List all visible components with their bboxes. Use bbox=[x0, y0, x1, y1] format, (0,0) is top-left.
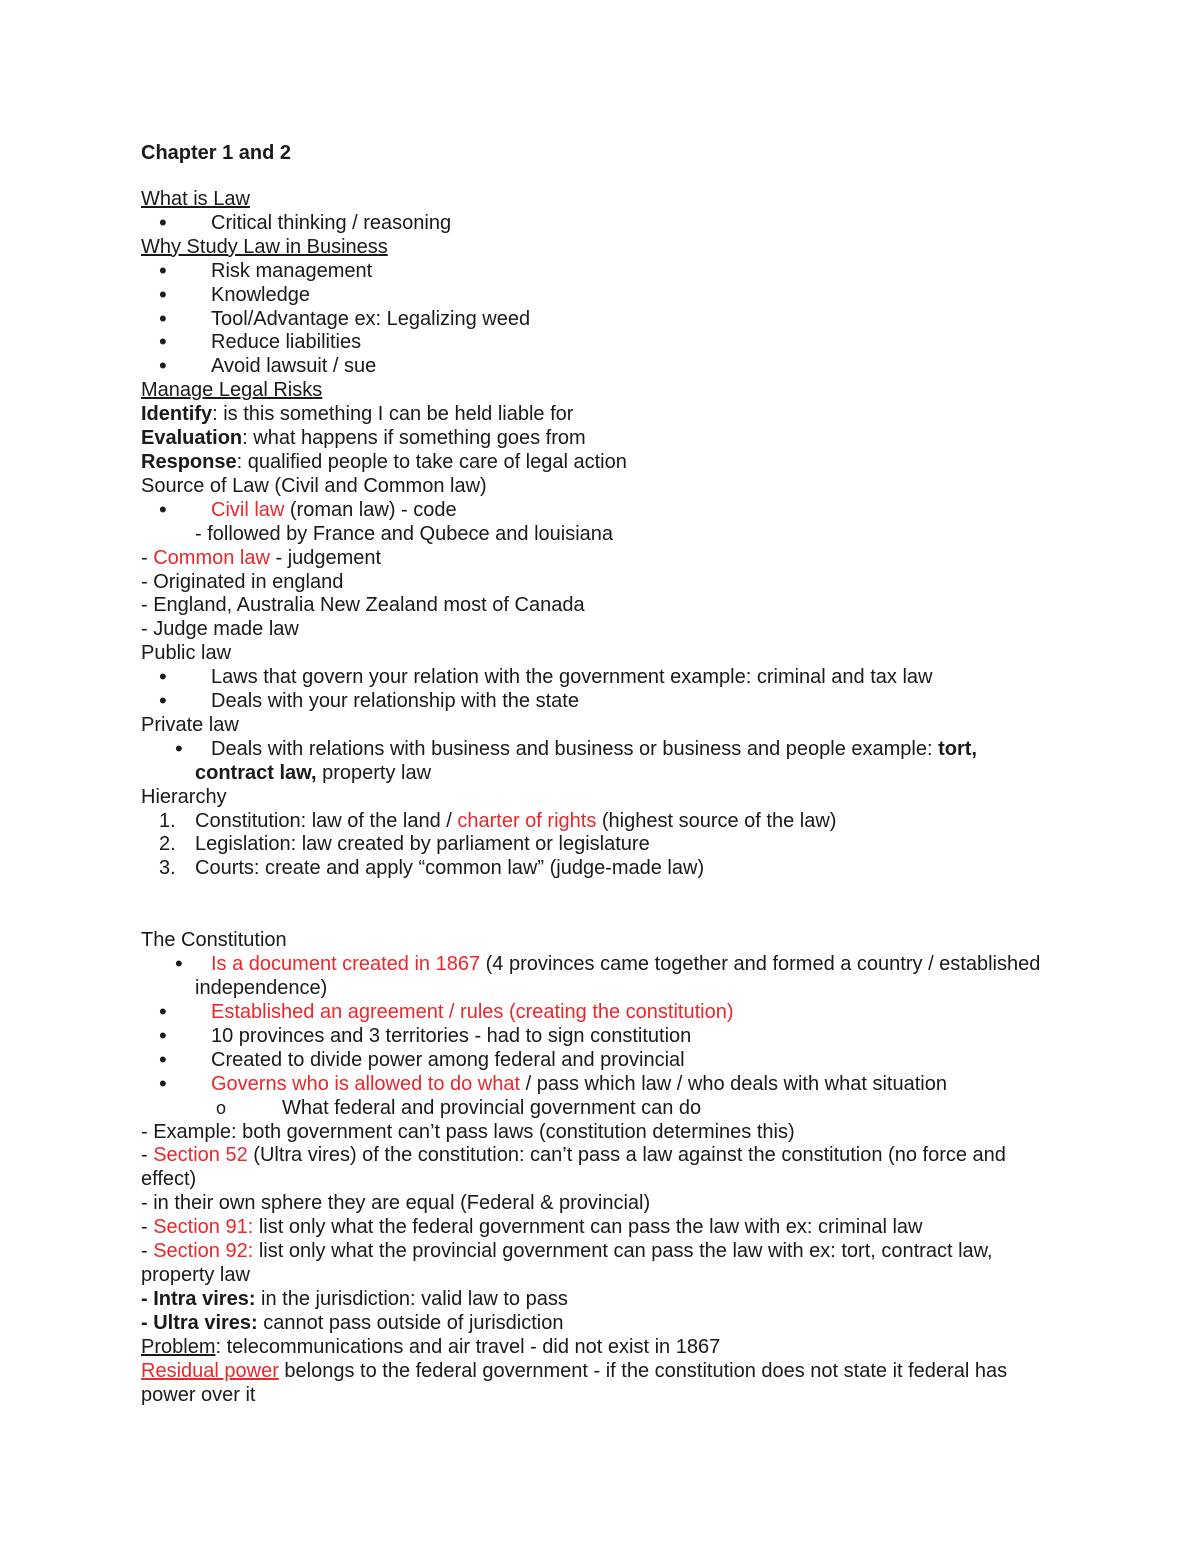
item-number: 1. bbox=[159, 809, 176, 832]
civil-law-term: Civil law bbox=[211, 498, 285, 521]
numbered-item bbox=[141, 857, 1061, 881]
source-line: - Judge made law bbox=[141, 618, 299, 641]
dash: - bbox=[141, 1144, 154, 1167]
residual-power-text: belongs to the federal government - if the constitution does not state it federal has power over it bbox=[141, 1359, 1008, 1406]
evaluation-term: Evaluation bbox=[141, 427, 243, 450]
section-91-term: Section 91: bbox=[153, 1216, 254, 1239]
list-item: • Tool/Advantage ex: Legalizing weed bbox=[141, 308, 1061, 332]
heading-hierarchy: Hierarchy bbox=[141, 785, 227, 808]
section-92-text: list only what the provincial government can pass the law with ex: tort, contract law, property law bbox=[141, 1240, 993, 1286]
intra-vires-text: in the jurisdiction: valid law to pass bbox=[255, 1287, 568, 1310]
list-item bbox=[141, 953, 1061, 1001]
spacer bbox=[141, 881, 1061, 929]
section-52-text: (Ultra vires) of the constitution: can’t pass a law against the constitution (no force and effect) bbox=[141, 1144, 1006, 1191]
civil-law-text: (roman law) - code bbox=[284, 498, 457, 521]
identify-text: : is this something I can be held liable for bbox=[212, 403, 574, 426]
ultra-vires-line bbox=[141, 1312, 1061, 1336]
identify-line bbox=[141, 403, 1061, 427]
red-text: Established an agreement / rules (creating the constitution) bbox=[211, 1001, 734, 1023]
ultra-vires-text: cannot pass outside of jurisdiction bbox=[257, 1311, 564, 1334]
intra-vires-term: - Intra vires: bbox=[141, 1287, 256, 1310]
evaluation-text: : what happens if something goes from bbox=[242, 427, 586, 450]
private-law-bold: tort, contract law, bbox=[195, 737, 977, 784]
section-91-text: list only what the federal government can pass the law with ex: criminal law bbox=[253, 1216, 923, 1239]
identify-term: Identify bbox=[141, 403, 213, 426]
document-page bbox=[141, 140, 1061, 1407]
list-item: • Deals with your relationship with the state bbox=[141, 690, 1061, 714]
hierarchy-text: (highest source of the law) bbox=[596, 809, 837, 832]
list-item: • Risk management bbox=[141, 260, 1061, 284]
section-52-line bbox=[141, 1144, 1061, 1192]
intra-vires-line bbox=[141, 1288, 1061, 1312]
sphere-line: - in their own sphere they are equal (Federal & provincial) bbox=[141, 1192, 651, 1215]
residual-power-term: Residual power bbox=[141, 1359, 279, 1382]
list-item: • Reduce liabilities bbox=[141, 331, 1061, 355]
item-number: 2. bbox=[159, 833, 176, 856]
charter-of-rights: charter of rights bbox=[457, 809, 597, 832]
list-item bbox=[141, 738, 1061, 786]
common-law-term: Common law bbox=[153, 546, 270, 569]
list-item: • Avoid lawsuit / sue bbox=[141, 355, 1061, 379]
dash: - bbox=[141, 1216, 154, 1239]
hierarchy-text: Legislation: law created by parliament or legislature bbox=[195, 833, 650, 856]
private-law-end: property law bbox=[316, 761, 432, 784]
heading-why-study: Why Study Law in Business bbox=[141, 235, 388, 258]
list-item: • Critical thinking / reasoning bbox=[141, 212, 1061, 236]
common-law-prefix: - bbox=[141, 546, 154, 569]
red-text: Governs who is allowed to do what bbox=[211, 1072, 521, 1095]
ultra-vires-term: - Ultra vires: bbox=[141, 1311, 258, 1334]
list-item bbox=[141, 1001, 1061, 1025]
red-text: Is a document created in 1867 bbox=[211, 953, 481, 976]
residual-power-line bbox=[141, 1360, 1061, 1408]
problem-text: : telecommunications and air travel - did not exist in 1867 bbox=[215, 1335, 721, 1358]
source-line: - Originated in england bbox=[141, 570, 344, 593]
numbered-item bbox=[141, 833, 1061, 857]
section-92-line bbox=[141, 1240, 1061, 1288]
evaluation-line bbox=[141, 427, 1061, 451]
list-item bbox=[141, 1073, 1061, 1097]
bullet-text: / pass which law / who deals with what situation bbox=[520, 1072, 947, 1095]
hierarchy-text: Constitution: law of the land / bbox=[195, 809, 458, 832]
section-91-line bbox=[141, 1216, 1061, 1240]
page-title: Chapter 1 and 2 bbox=[141, 142, 292, 164]
list-item: • Created to divide power among federal and provincial bbox=[141, 1049, 1061, 1073]
problem-term: Problem bbox=[141, 1335, 216, 1358]
heading-manage-risks: Manage Legal Risks bbox=[141, 379, 323, 402]
response-term: Response bbox=[141, 450, 237, 473]
common-law-line bbox=[141, 547, 1061, 571]
dash: - bbox=[141, 1240, 154, 1263]
list-item: • Knowledge bbox=[141, 284, 1061, 308]
followed-line: - followed by France and Qubece and louisiana bbox=[195, 522, 614, 545]
section-52-term: Section 52 bbox=[153, 1144, 248, 1167]
private-law-text: Deals with relations with business and business or business and people example: bbox=[211, 737, 939, 760]
list-item bbox=[141, 499, 1061, 523]
response-text: : qualified people to take care of legal action bbox=[236, 450, 627, 473]
numbered-item bbox=[141, 810, 1061, 834]
sub-list-item: o What federal and provincial government can do bbox=[141, 1097, 1061, 1121]
problem-line bbox=[141, 1336, 1061, 1360]
item-number: 3. bbox=[159, 857, 176, 880]
example-line: - Example: both government can’t pass laws (constitution determines this) bbox=[141, 1120, 795, 1143]
bullet-text: (4 provinces came together and formed a country / established independence) bbox=[195, 953, 1041, 1000]
heading-private-law: Private law bbox=[141, 713, 239, 736]
heading-public-law: Public law bbox=[141, 642, 232, 665]
list-item: • 10 provinces and 3 territories - had to sign constitution bbox=[141, 1025, 1061, 1049]
section-92-term: Section 92: bbox=[153, 1240, 254, 1263]
source-line: - England, Australia New Zealand most of Canada bbox=[141, 594, 585, 617]
hierarchy-text: Courts: create and apply “common law” (judge-made law) bbox=[195, 857, 705, 880]
heading-constitution: The Constitution bbox=[141, 929, 287, 952]
list-item: • Laws that govern your relation with the government example: criminal and tax law bbox=[141, 666, 1061, 690]
response-line bbox=[141, 451, 1061, 475]
common-law-text: - judgement bbox=[269, 546, 382, 569]
heading-source-of-law: Source of Law (Civil and Common law) bbox=[141, 474, 487, 497]
heading-what-is-law: What is Law bbox=[141, 188, 250, 210]
